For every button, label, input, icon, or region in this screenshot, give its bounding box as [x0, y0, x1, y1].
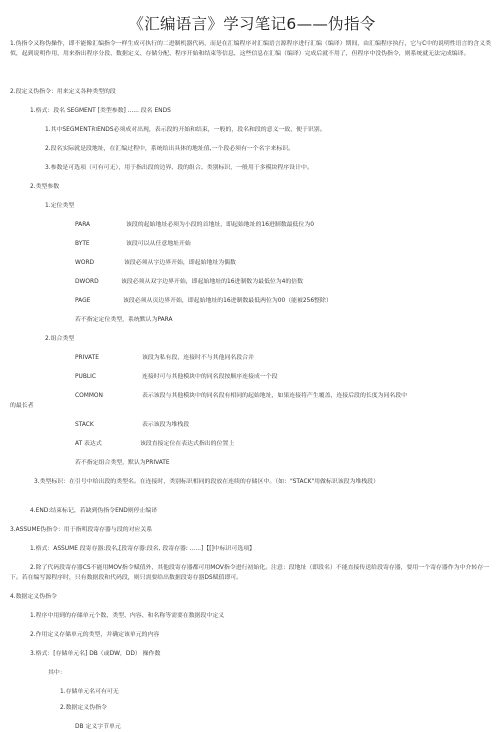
align-term-page: PAGE: [75, 298, 91, 304]
align-term-dword: DWORD: [75, 279, 99, 285]
combine-term-public: PUBLIC: [75, 374, 97, 380]
combine-desc-public: 连接时可与其他模块中的同名段按顺序连接成一个段: [142, 374, 278, 380]
combine-term-stack: STACK: [75, 422, 94, 428]
combine-desc-at: 该段直接定位在表达式指出的位置上: [140, 441, 235, 447]
align-desc-byte: 该段可以从任意地址开始: [126, 241, 191, 247]
combine-common-cont: 的最长者: [10, 403, 34, 409]
combine-desc-common: 表示该段与其他模块中的同名段有相同的起始地址，如果连接将产生覆盖，连接后段的长度为同名段中: [142, 393, 408, 399]
segment-format: 1.格式：段名 SEGMENT [类型参数] ...... 段名 ENDS: [30, 108, 171, 114]
intro-paragraph: 1.伪指令又称伪操作，即不能像汇编指令一样生成可执行的二进制机器代码，而是在汇编程序对汇编语言源程序进行汇编（编译）期间，由汇编程序执行，它与C中的说明性语言的含义类似，起到说明作用，用来指出程序分段、数据定义、存储分配、程序开始和结束等信息，这些信息在汇编（编译）完成后就不用了，但程序中没伪指令，则系统就无法完成编译。: [10, 41, 491, 57]
page-title: 《汇编语言》学习笔记6——伪指令: [128, 15, 376, 33]
class-label-note: 3.类型标识：在引号中给出段的类型名。在连接时，类别标识相同的段放在连续的存储区中。（如："STACK"用做标识该段为堆栈段）: [34, 479, 379, 485]
combine-desc-private: 该段为私有段，连接时不与其他同名段合并: [142, 355, 254, 361]
align-desc-dword: 该段必须从双字边界开始，即起始地址的16进制数为最低位为4的倍数: [121, 279, 304, 285]
data-def-note-2: 2.作用定义存储单元的类型，并确定该单元的内容: [30, 632, 160, 638]
combine-type-heading: 2.组合类型: [45, 336, 75, 342]
segment-note-2: 2.段名实际就是段地址，在汇编过程中，系统给出具体的地址值,一个段必须有一个名字来标识。: [45, 146, 295, 152]
segment-note-1: 1.其中SEGMENT和ENDS必须成对出现，表示段的开始和结束，一般的，段名和段的意义一致，便于识别。: [45, 127, 326, 133]
data-def-where: 其中：: [48, 670, 66, 676]
align-desc-para: 该段的起始地址必须为小段的首地址，即起始地址的16进制数最低位为0: [126, 222, 314, 228]
section-4-heading: 4.数据定义伪指令: [10, 594, 57, 600]
section-2-heading: 2.段定义伪指令：用来定义各种类型的段: [10, 89, 116, 95]
data-def-format: 3.格式：[存储单元名] DB（或DW，DD） 操作数: [30, 651, 161, 657]
combine-term-private: PRIVATE: [75, 355, 99, 361]
combine-default: 若不指定组合类型，默认为PRIVATE: [75, 460, 170, 466]
align-term-para: PARA: [75, 222, 91, 228]
align-term-byte: BYTE: [75, 241, 90, 247]
combine-term-common: COMMON: [75, 393, 103, 399]
segment-note-3: 3.参数是可选项（可有可无），用于指出段的边界、段的组合、类别标识，一般用于多模块程序设计中。: [45, 165, 313, 171]
data-def-db: DB 定义字节单元: [75, 724, 121, 730]
data-def-where-1: 1.存储单元名可有可无: [60, 689, 119, 695]
combine-term-at: AT 表达式: [75, 441, 102, 447]
align-term-word: WORD: [75, 260, 95, 266]
type-params-heading: 2.类型参数: [30, 184, 60, 190]
data-def-note-1: 1.程序中用到的存储单元个数、类型、内容、和名称等需要在数据段中定义: [30, 613, 225, 619]
align-type-heading: 1.定位类型: [45, 203, 75, 209]
combine-desc-stack: 表示该段为堆栈段: [142, 422, 190, 428]
assume-format: 1.格式：ASSUME 段寄存器:段名,[段寄存器:段名, 段寄存器: ......]【[]中标识可选项】: [30, 546, 256, 552]
end-note: 4.END:结束标记，若缺到伪指令END则停止编译: [30, 508, 158, 514]
align-default: 若不指定定位类型，系统默认为PARA: [75, 317, 173, 323]
section-3-heading: 3.ASSUME伪指令：用于指明段寄存器与段的对应关系: [10, 527, 153, 533]
align-desc-word: 该段必须从字边界开始，即起始地址为偶数: [124, 260, 236, 266]
assume-note: 2.除了代码段寄存器CS不能用MOV指令赋值外，其他段寄存器都可用MOV指令进行初始化。注意：段地址（即段名）不能直接传送给段寄存器，要用一个寄存器作为中介转存一下。若在编写源程序时，只有数据段和代码段，则只需要给出数据段寄存器DS赋值即可。: [10, 565, 489, 581]
data-def-where-2: 2.数据定义伪指令: [60, 705, 107, 711]
align-desc-page: 该段必须从页边界开始，即起始地址的16进制数最低两位为00（能被256整除）: [123, 298, 332, 304]
